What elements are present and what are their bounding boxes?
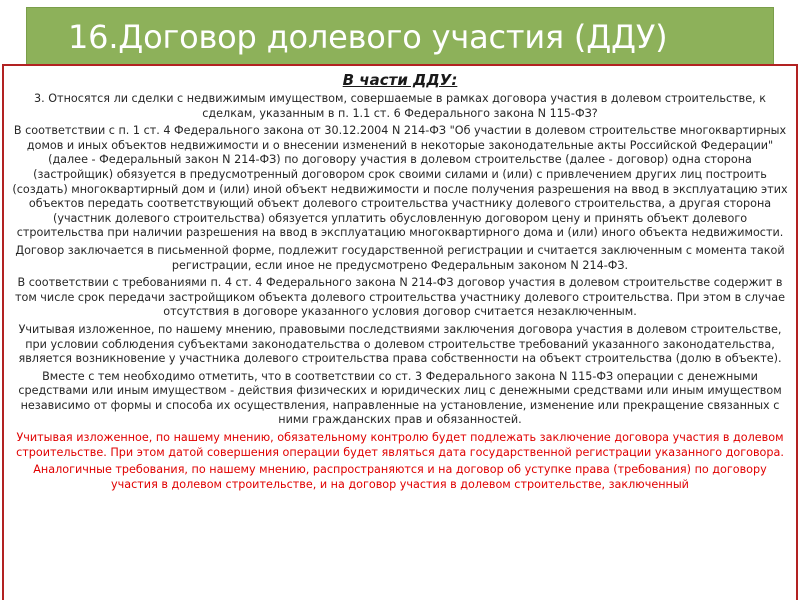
highlighted-paragraph: Учитывая изложенное, по нашему мнению, обязательному контролю будет подлежать заключение договора участия в долевом строительстве. При этом датой совершения операции будет являться дата государственной регистрации указанного договора.: [16, 431, 784, 459]
paragraph: В соответствии с требованиями п. 4 ст. 4 Федерального закона N 214-ФЗ договор участия в долевом строительстве содержит в том числе срок передачи застройщиком объекта долевого строительства участнику долевого строительства. При этом в случае отсутствия в договоре указанного условия договор считается незаключенным.: [14, 276, 786, 319]
paragraph: Вместе с тем необходимо отметить, что в соответствии со ст. 3 Федерального закона N 115-ФЗ операции с денежными средствами или иным имуществом - действия физических и юридических лиц с денежными средствами или иным имуществом независимо от формы и способа их осуществления, направленные на установление, изменение или прекращение связанных с ними гражданских прав и обязанностей.: [18, 369, 782, 427]
highlighted-paragraph: Аналогичные требования, по нашему мнению, распространяются и на договор об уступке права (требования) по договору участия в долевом строительстве, и на договор участия в долевом строительстве, заключенный: [33, 463, 767, 491]
paragraph: 3. Относятся ли сделки с недвижимым имуществом, совершаемые в рамках договора участия в долевом строительстве, к сделкам, указанным в п. 1.1 ст. 6 Федерального закона N 115-ФЗ?: [34, 92, 766, 120]
title-bar: [26, 7, 774, 66]
content-heading: В части ДДУ:: [342, 71, 458, 89]
slide-title: 16.Договор долевого участия (ДДУ): [68, 17, 668, 56]
paragraph: Учитывая изложенное, по нашему мнению, правовыми последствиями заключения договора участия в долевом строительстве, при условии соблюдения субъектами законодательства о долевом строительстве требований указанного законодательства, является возникновение у участника долевого строительства права собственности на объект строительства (долю в объекте).: [18, 322, 782, 366]
paragraph: Договор заключается в письменной форме, подлежит государственной регистрации и считается заключенным с момента такой регистрации, если иное не предусмотрено Федеральным законом N 214-ФЗ.: [15, 243, 785, 272]
content-box: [2, 64, 798, 600]
paragraph: В соответствии с п. 1 ст. 4 Федерального закона от 30.12.2004 N 214-ФЗ "Об участии в долевом строительстве многоквартирных домов и иных объектов недвижимости и о внесении изменений в некоторые законодательные акты Российской Федерации" (далее - Федеральный закон N 214-ФЗ) по договору участия в долевом строительстве (далее - договор) одна сторона (застройщик) обязуется в предусмотренный договором срок своими силами и (или) с привлечением других лиц построить (создать) многоквартирный дом и (или) иной объект недвижимости и после получения разрешения на ввод в эксплуатацию этих объектов передать соответствующий объект долевого строительства участнику долевого строительства, а другая сторона (участник долевого строительства) обязуется уплатить обусловленную договором цену и принять объект долевого строительства при наличии разрешения на ввод в эксплуатацию многоквартирного дома и (или) иного объекта недвижимости.: [12, 124, 788, 240]
